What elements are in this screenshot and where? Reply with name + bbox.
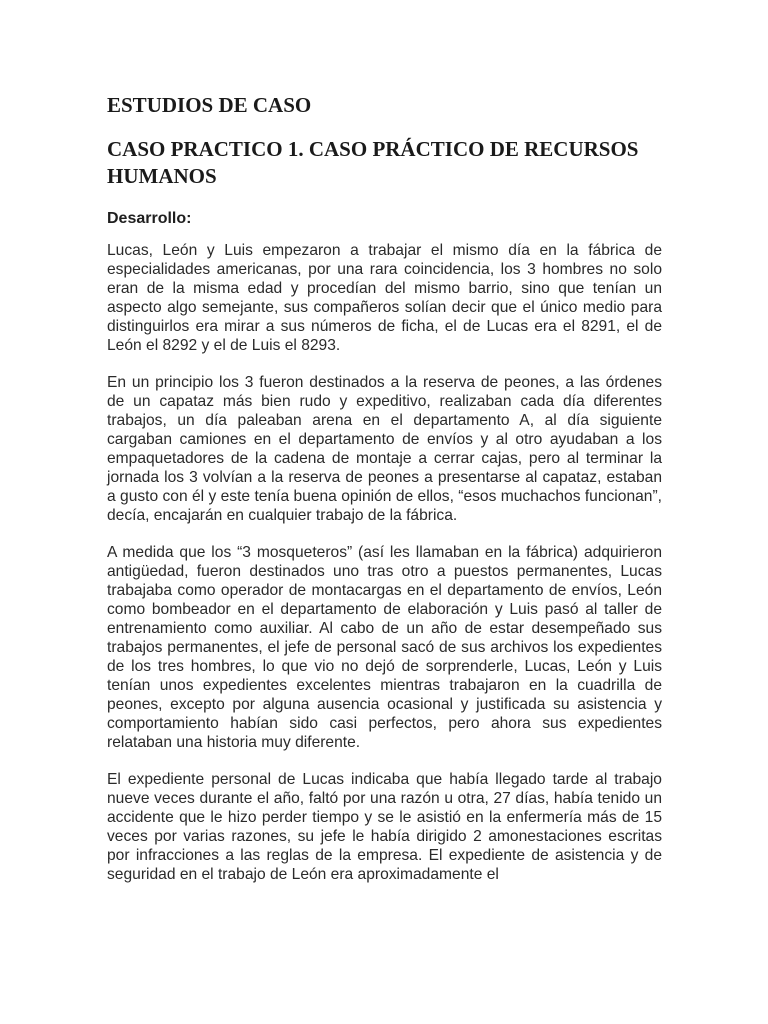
document-title: ESTUDIOS DE CASO xyxy=(107,93,312,117)
paragraph-3: A medida que los “3 mosqueteros” (así les llamaban en la fábrica) adquirieron antigüedad, fueron destinados uno tras otro a puestos permanentes, Lucas trabajaba como operador de montacargas en el departamento de envíos, León como bombeador en el departamento de elaboración y Luis pasó al taller de entrenamiento como auxiliar. Al cabo de un año de estar desempeñado sus trabajos permanentes, el jefe de personal sacó de sus archivos los expedientes de los tres hombres, lo que vio no dejó de sorprenderle, Lucas, León y Luis tenían unos expedientes excelentes mientras trabajaron en la cuadrilla de peones, excepto por alguna ausencia ocasional y justificada su asistencia y comportamiento habían sido casi perfectos, pero ahora sus expedientes relataban una historia muy diferente. xyxy=(107,544,662,751)
section-label: Desarrollo: xyxy=(107,210,192,227)
paragraph-2: En un principio los 3 fueron destinados a la reserva de peones, a las órdenes de un capataz más bien rudo y expeditivo, realizaban cada día diferentes trabajos, un día paleaban arena en el departamento A, al día siguiente cargaban camiones en el departamento de envíos y al otro ayudaban a los empaquetadores de la cadena de montaje a cerrar cajas, pero al terminar la jornada los 3 volvían a la reserva de peones a presentarse al capataz, estaban a gusto con él y este tenía buena opinión de ellos, “esos muchachos funcionan”, decía, encajarán en cualquier trabajo de la fábrica. xyxy=(107,374,662,524)
paragraph-1: Lucas, León y Luis empezaron a trabajar el mismo día en la fábrica de especialidades americanas, por una rara coincidencia, los 3 hombres no solo eran de la misma edad y procedían del mismo barrio, sino que tenían un aspecto algo semejante, sus compañeros solían decir que el único medio para distinguirlos era mirar a sus números de ficha, el de Lucas era el 8291, el de León el 8292 y el de Luis el 8293. xyxy=(107,242,662,354)
paragraph-4: El expediente personal de Lucas indicaba que había llegado tarde al trabajo nueve veces durante el año, faltó por una razón u otra, 27 días, había tenido un accidente que le hizo perder tiempo y se le asistió en la enfermería más de 15 veces por varias razones, su jefe le había dirigido 2 amonestaciones escritas por infracciones a las reglas de la empresa. El expediente de asistencia y de seguridad en el trabajo de León era aproximadamente el xyxy=(107,771,662,883)
case-title: CASO PRACTICO 1. CASO PRÁCTICO DE RECURSOS HUMANOS xyxy=(107,137,639,188)
document-page xyxy=(107,92,662,902)
